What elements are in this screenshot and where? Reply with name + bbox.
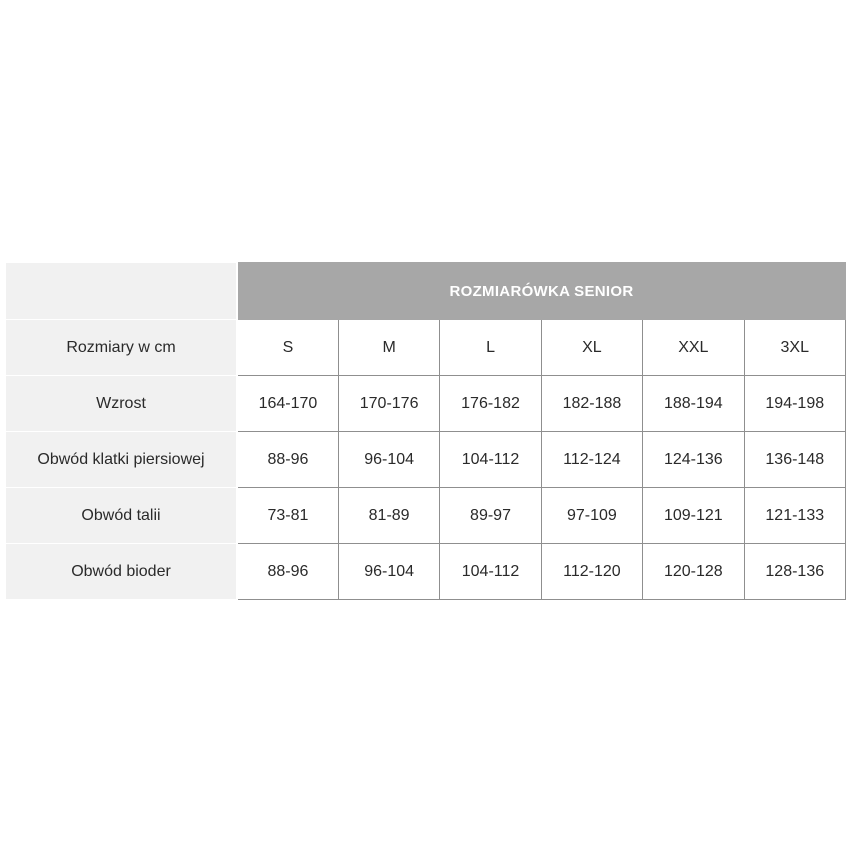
size-header-cell: XL [541,320,642,376]
table-cell: 194-198 [744,376,845,432]
table-row [6,488,846,544]
corner-cell [6,263,238,320]
row-label: Obwód talii [6,488,238,544]
row-label: Obwód bioder [6,544,238,600]
size-header-cell: L [440,320,541,376]
row-label-sizes: Rozmiary w cm [6,320,238,376]
table-cell: 112-124 [541,432,642,488]
table-row [6,544,846,600]
row-label: Obwód klatki piersiowej [6,432,238,488]
table-cell: 176-182 [440,376,541,432]
table-cell: 109-121 [643,488,744,544]
table-cell: 104-112 [440,544,541,600]
table-cell: 164-170 [237,376,338,432]
table-cell: 120-128 [643,544,744,600]
size-header-cell: S [237,320,338,376]
table-cell: 112-120 [541,544,642,600]
size-header-cell: M [338,320,439,376]
table-cell: 182-188 [541,376,642,432]
table-cell: 81-89 [338,488,439,544]
table-row [6,376,846,432]
table-cell: 136-148 [744,432,845,488]
table-cell: 121-133 [744,488,845,544]
table-cell: 96-104 [338,544,439,600]
size-chart-table [5,262,846,600]
title-row [6,263,846,320]
table-cell: 188-194 [643,376,744,432]
table-title: ROZMIARÓWKA SENIOR [237,263,846,320]
table-cell: 89-97 [440,488,541,544]
row-label: Wzrost [6,376,238,432]
size-header-cell: 3XL [744,320,845,376]
table-cell: 88-96 [237,544,338,600]
size-header-cell: XXL [643,320,744,376]
table-cell: 88-96 [237,432,338,488]
table-cell: 104-112 [440,432,541,488]
table-row [6,432,846,488]
table-cell: 170-176 [338,376,439,432]
table-cell: 73-81 [237,488,338,544]
size-header-row [6,320,846,376]
table-cell: 96-104 [338,432,439,488]
table-cell: 128-136 [744,544,845,600]
table-cell: 124-136 [643,432,744,488]
table-cell: 97-109 [541,488,642,544]
